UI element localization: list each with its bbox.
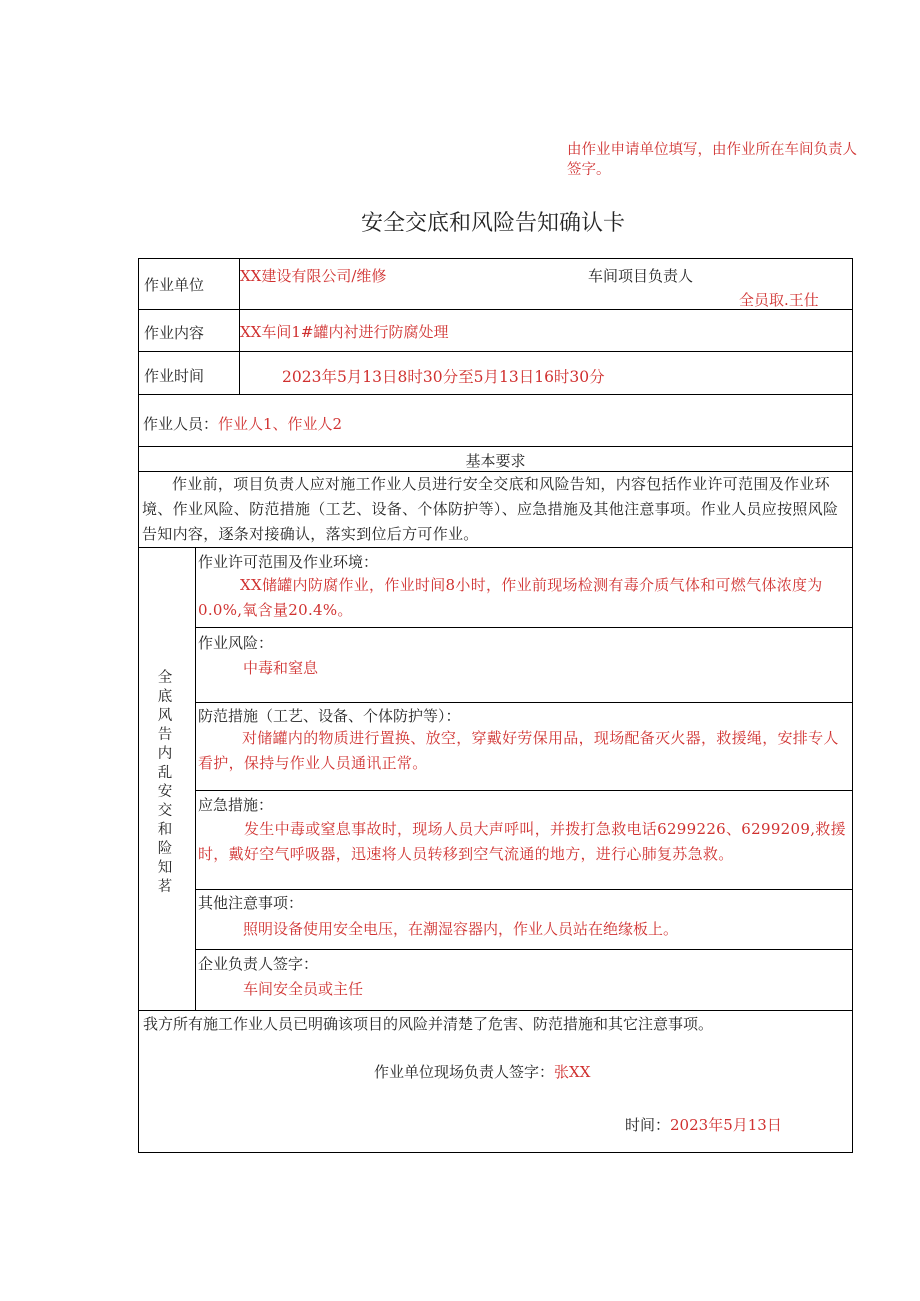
emergency-label: 应急措施： xyxy=(198,796,274,814)
leader-sign-value: 车间安全员或主任 xyxy=(243,980,364,998)
divider xyxy=(195,949,852,950)
env-label: 作业许可范围及作业环境： xyxy=(198,553,379,571)
other-label: 其他注意事项： xyxy=(198,894,304,912)
basic-requirements-text: 作业前，项目负责人应对施工作业人员进行安全交底和风险告知，内容包括作业许可范围及作业环境、作业风险、防范措施（工艺、设备、个体防护等）、应急措施及其他注意事项。作业人员应按照风险告知内容，逐条对接确认，落实到位后方可作业。 xyxy=(142,475,839,543)
emergency-text: 发生中毒或窒息事故时，现场人员大声呼叫，并拨打急救电话6299226、6299209,救援时，戴好空气呼吸器，迅速将人员转移到空气流通的地方，进行心肺复苏急救。 xyxy=(198,820,846,863)
other-text: 照明设备使用安全电压，在潮湿容器内，作业人员站在绝缘板上。 xyxy=(243,920,679,938)
measures-label: 防范措施（工艺、设备、个体防护等）： xyxy=(198,707,461,725)
personnel-label: 作业人员： xyxy=(143,415,219,433)
risk-text: 中毒和窒息 xyxy=(243,659,319,677)
divider xyxy=(195,790,852,791)
divider xyxy=(139,351,852,352)
personnel-field xyxy=(143,413,342,434)
workshop-leader-label: 车间项目负责人 xyxy=(588,267,694,285)
content-value: XX车间1#罐内衬进行防腐处理 xyxy=(240,323,449,341)
confirm-time-value: 2023年5月13日 xyxy=(670,1116,782,1134)
page-title: 安全交底和风险告知确认卡 xyxy=(360,211,625,236)
unit-value: XX建设有限公司/维修 xyxy=(240,267,387,285)
env-text: XX储罐内防腐作业，作业时间8小时，作业前现场检测有毒介质气体和可燃气体浓度为0.0%,氧含量20.4%。 xyxy=(198,576,823,619)
site-leader-sign-label: 作业单位现场负责人签字： xyxy=(374,1063,555,1081)
basic-requirements-heading: 基本要求 xyxy=(465,452,526,470)
confirm-statement: 我方所有施工作业人员已明确该项目的风险并清楚了危害、防范措施和其它注意事项。 xyxy=(143,1015,714,1033)
confirmation-form xyxy=(138,258,853,1153)
divider xyxy=(139,446,852,447)
divider xyxy=(195,627,852,628)
divider xyxy=(195,702,852,703)
header-note: 由作业申请单位填写，由作业所在车间负责人签字。 xyxy=(567,142,857,178)
leader-sign-label: 企业负责人签字： xyxy=(198,955,319,973)
divider xyxy=(139,547,852,548)
divider xyxy=(195,889,852,890)
unit-label: 作业单位 xyxy=(144,276,205,294)
side-label: 全 底 风 告 内 乱 安 交 和 险 知 茗 xyxy=(157,670,173,895)
divider xyxy=(195,547,196,1010)
time-label: 作业时间 xyxy=(144,367,205,385)
divider xyxy=(139,1010,852,1011)
site-leader-sign-value: 张XX xyxy=(554,1063,591,1081)
content-label: 作业内容 xyxy=(144,324,205,342)
risk-label: 作业风险： xyxy=(198,634,274,652)
site-leader-signature xyxy=(374,1061,590,1082)
measures-text: 对储罐内的物质进行置换、放空，穿戴好劳保用品，现场配备灭火器，救援绳，安排专人看护，保持与作业人员通讯正常。 xyxy=(198,729,839,772)
divider xyxy=(139,394,852,395)
personnel-value: 作业人1、作业人2 xyxy=(218,415,343,433)
confirm-time-label: 时间： xyxy=(625,1116,671,1134)
workshop-leader-value: 全员取.王仕 xyxy=(739,291,819,309)
time-value: 2023年5月13日8时30分至5月13日16时30分 xyxy=(282,368,605,386)
confirm-time xyxy=(625,1114,782,1135)
